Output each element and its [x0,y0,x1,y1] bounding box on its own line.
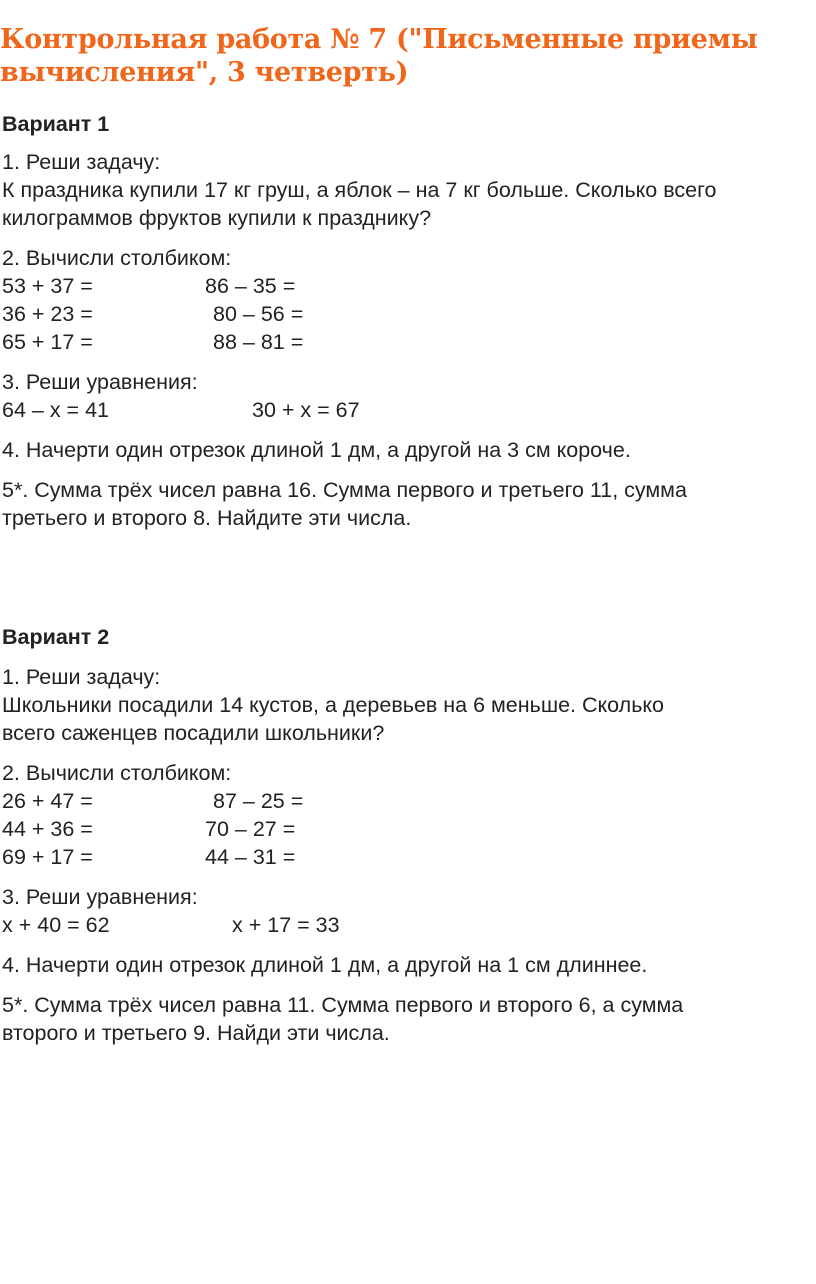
task1-label: 1. Реши задачу: [2,150,161,174]
equations-row [2,911,602,939]
calc-row [2,272,602,300]
equation: 64 – x = 41 [2,398,109,422]
calc-right: 70 – 27 = [205,817,296,841]
task1-label: 1. Реши задачу: [2,665,161,689]
calc-left: 53 + 37 = [2,274,93,298]
task5-line: 5*. Сумма трёх чисел равна 16. Сумма первого и третьего 11, сумма [2,478,687,502]
calc-row [2,787,602,815]
equations-row [2,396,602,424]
calc-row [2,815,602,843]
calc-right: 80 – 56 = [213,302,304,326]
page-title-line1: Контрольная работа № 7 ("Письменные приемы [0,24,758,55]
task1-text: К праздника купили 17 кг груш, а яблок – на 7 кг больше. Сколько всего [2,178,717,202]
task4: 4. Начерти один отрезок длиной 1 дм, а другой на 3 см короче. [2,438,631,462]
task3-label: 3. Реши уравнения: [2,885,198,909]
calc-right: 44 – 31 = [205,845,296,869]
equation: x + 17 = 33 [232,913,340,937]
calc-row [2,300,602,328]
task3-label: 3. Реши уравнения: [2,370,198,394]
task5-line: третьего и второго 8. Найдите эти числа. [2,506,412,530]
equation: 30 + x = 67 [252,398,360,422]
task5-line: 5*. Сумма трёх чисел равна 11. Сумма первого и второго 6, а сумма [2,993,684,1017]
calc-left: 36 + 23 = [2,302,93,326]
task2-label: 2. Вычисли столбиком: [2,246,232,270]
task1-text: Школьники посадили 14 кустов, а деревьев на 6 меньше. Сколько [2,693,665,717]
equation: x + 40 = 62 [2,913,110,937]
task1-text: всего саженцев посадили школьники? [2,721,385,745]
calc-right: 86 – 35 = [205,274,296,298]
calc-row [2,328,602,356]
calc-left: 44 + 36 = [2,817,93,841]
calc-right: 87 – 25 = [213,789,304,813]
task4: 4. Начерти один отрезок длиной 1 дм, а другой на 1 см длиннее. [2,953,648,977]
calc-row [2,843,602,871]
calc-right: 88 – 81 = [213,330,304,354]
task2-label: 2. Вычисли столбиком: [2,761,232,785]
calc-left: 69 + 17 = [2,845,93,869]
task1-text: килограммов фруктов купили к празднику? [2,206,432,230]
calc-left: 65 + 17 = [2,330,93,354]
variant-heading: Вариант 1 [2,112,110,136]
task5-line: второго и третьего 9. Найди эти числа. [2,1021,390,1045]
calc-left: 26 + 47 = [2,789,93,813]
variant-heading: Вариант 2 [2,625,110,649]
page-title-line2: вычисления", 3 четверть) [0,57,409,88]
